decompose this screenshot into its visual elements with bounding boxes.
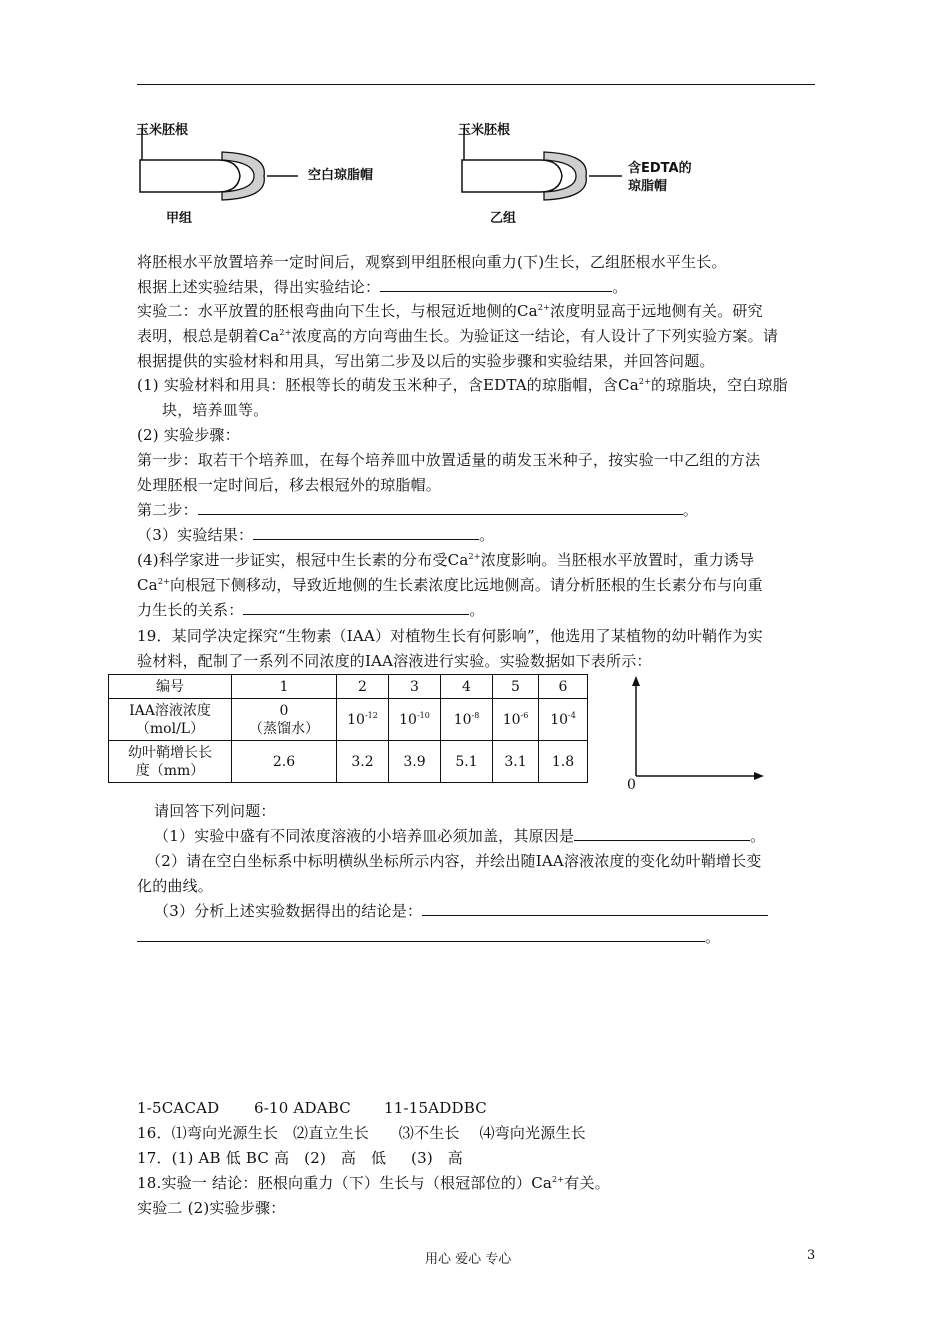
step-two-answer-blank[interactable] xyxy=(198,500,683,515)
cell-text: （蒸馏水） xyxy=(249,720,319,737)
answer-18-exp2: 实验二 (2)实验步骤： xyxy=(137,1199,286,1217)
yi-cap-label-line2: 琼脂帽 xyxy=(628,179,668,194)
question-1-line xyxy=(154,826,765,846)
materials-line-cont: 块，培养皿等。 xyxy=(162,401,269,419)
table-cell xyxy=(441,699,493,741)
question-3-line-cont xyxy=(137,927,720,947)
relation-answer-blank[interactable] xyxy=(243,600,469,615)
result-label: （3）实验结果： xyxy=(137,526,254,544)
superscript: -8 xyxy=(471,710,480,720)
answers-mc-2: 6-10 ADABC xyxy=(254,1099,351,1117)
conclusion-line xyxy=(137,277,627,297)
period: 。 xyxy=(750,827,766,845)
table-cell: 5 xyxy=(493,675,539,699)
table-cell: 3.1 xyxy=(493,741,539,783)
period: 。 xyxy=(612,278,628,296)
conclusion-prompt: 根据上述实验结果，得出实验结论： xyxy=(137,278,381,296)
question-1-text: （1）实验中盛有不同浓度溶液的小培养皿必须加盖，其原因是 xyxy=(154,827,575,845)
step-two-line xyxy=(137,500,698,520)
steps-heading: (2) 实验步骤： xyxy=(137,426,240,444)
question-3-text: （3）分析上述实验数据得出的结论是： xyxy=(154,902,423,920)
step-two-label: 第二步： xyxy=(137,501,198,519)
table-cell xyxy=(232,699,337,741)
text-segment: 向根冠下侧移动，导致近地侧的生长素浓度比远地侧高。请分析胚根的生长素分布与向重 xyxy=(170,576,763,594)
yi-group-label: 乙组 xyxy=(490,211,517,226)
table-header-cell: 编号 xyxy=(109,675,232,699)
footer-motto: 用心 爱心 专心 xyxy=(425,1252,512,1267)
table-cell: 3 xyxy=(389,675,441,699)
question-3-answer-blank[interactable] xyxy=(422,901,768,916)
header-rule xyxy=(137,84,815,85)
superscript: 2+ xyxy=(468,552,481,561)
jia-cap-label: 空白琼脂帽 xyxy=(308,168,374,183)
table-cell: 1.8 xyxy=(539,741,588,783)
relation-label: 力生长的关系： xyxy=(137,601,244,619)
text-segment: 18.实验一 结论：胚根向重力（下）生长与（根冠部位的）Ca xyxy=(137,1174,553,1192)
table-cell xyxy=(389,699,441,741)
table-cell: 4 xyxy=(441,675,493,699)
cell-text: （mol/L） xyxy=(135,720,205,737)
table-cell: 3.2 xyxy=(337,741,389,783)
text-segment: 浓度明显高于远地侧有关。研究 xyxy=(550,302,763,320)
table-cell xyxy=(493,699,539,741)
iaa-data-table xyxy=(108,674,588,783)
blank-coordinate-axes[interactable] xyxy=(622,672,772,784)
superscript: -4 xyxy=(568,710,576,720)
text-line-14 xyxy=(137,575,763,595)
period: 。 xyxy=(479,526,495,544)
table-row xyxy=(109,675,588,699)
question-19-line-1: 19．某同学决定探究“生物素（IAA）对植物生长有何影响”，他选用了某植物的幼叶鞘作为实 xyxy=(137,627,763,645)
text-segment: 实验二：水平放置的胚根弯曲向下生长，与根冠近地侧的Ca xyxy=(137,302,538,320)
jia-group-label: 甲组 xyxy=(166,211,193,226)
superscript: 2+ xyxy=(638,377,652,386)
text-segment: 的琼脂块，空白琼脂 xyxy=(651,376,788,394)
text-line-13 xyxy=(137,550,754,570)
questions-intro: 请回答下列问题： xyxy=(154,802,276,820)
text-line-3 xyxy=(137,301,763,321)
conclusion-answer-blank[interactable] xyxy=(380,277,612,292)
yi-cap-label-line1: 含EDTA的 xyxy=(628,161,692,176)
relation-line xyxy=(137,600,485,620)
cell-text: IAA溶液浓度 xyxy=(129,702,211,719)
period: 。 xyxy=(705,928,721,946)
table-cell: 3.9 xyxy=(389,741,441,783)
text-line-5: 根据提供的实验材料和用具，写出第二步及以后的实验步骤和实验结果，并回答问题。 xyxy=(137,352,715,370)
step-one-line-1: 第一步：取若干个培养皿，在每个培养皿中放置适量的萌发玉米种子，按实验一中乙组的方法 xyxy=(137,451,761,469)
superscript: 2+ xyxy=(552,1175,565,1184)
question-2-line-1: （2）请在空白坐标系中标明横纵坐标所示内容，并绘出随IAA溶液浓度的变化幼叶鞘增长变 xyxy=(146,852,762,870)
cell-text: 幼叶鞘增长长 xyxy=(128,744,212,761)
period: 。 xyxy=(682,501,699,519)
superscript: 2+ xyxy=(157,577,171,586)
cell-text: 10 xyxy=(550,711,569,728)
text-segment: Ca xyxy=(137,576,158,594)
text-line-1: 将胚根水平放置培养一定时间后，观察到甲组胚根向重力(下)生长，乙组胚根水平生长。 xyxy=(137,253,727,271)
period: 。 xyxy=(469,601,485,619)
table-header-cell xyxy=(109,741,232,783)
table-cell: 1 xyxy=(232,675,337,699)
page-number: 3 xyxy=(807,1248,816,1263)
yi-root-label: 玉米胚根 xyxy=(458,123,511,138)
cell-text: 度（mm） xyxy=(135,762,205,779)
question-1-answer-blank[interactable] xyxy=(574,826,750,841)
text-segment: 表明，根总是朝着Ca xyxy=(137,327,280,345)
text-segment: (4)科学家进一步证实，根冠中生长素的分布受Ca xyxy=(137,551,469,569)
question-2-line-2: 化的曲线。 xyxy=(137,877,214,895)
table-cell xyxy=(539,699,588,741)
text-segment: 有关。 xyxy=(564,1174,610,1192)
jia-root-label: 玉米胚根 xyxy=(136,123,189,138)
cell-text: 10 xyxy=(453,711,472,728)
table-cell: 5.1 xyxy=(441,741,493,783)
cell-text: 0 xyxy=(279,702,289,719)
text-line-4 xyxy=(137,326,778,346)
text-segment: 浓度高的方向弯曲生长。为验证这一结论，有人设计了下列实验方案。请 xyxy=(291,327,779,345)
result-answer-blank[interactable] xyxy=(253,525,479,540)
answer-16: 16．⑴弯向光源生长 ⑵直立生长 ⑶不生长 ⑷弯向光源生长 xyxy=(137,1124,586,1142)
table-cell: 2 xyxy=(337,675,389,699)
table-row xyxy=(109,699,588,741)
axis-origin-label: 0 xyxy=(627,777,637,793)
materials-line xyxy=(137,375,788,395)
table-header-cell xyxy=(109,699,232,741)
superscript: -12 xyxy=(364,710,378,720)
text-segment: (1) 实验材料和用具：胚根等长的萌发玉米种子，含EDTA的琼脂帽，含Ca xyxy=(137,376,639,394)
text-segment: 浓度影响。当胚根水平放置时，重力诱导 xyxy=(480,551,755,569)
cell-text: 10 xyxy=(399,711,417,728)
table-cell: 6 xyxy=(539,675,588,699)
cell-text: 10 xyxy=(347,711,365,728)
result-line xyxy=(137,525,494,545)
cell-text: 10 xyxy=(502,711,521,728)
table-cell xyxy=(337,699,389,741)
superscript: -10 xyxy=(416,710,430,720)
table-row xyxy=(109,741,588,783)
superscript: 2+ xyxy=(279,328,292,337)
question-3-answer-blank-cont[interactable] xyxy=(137,927,705,942)
superscript: -6 xyxy=(520,710,529,720)
superscript: 2+ xyxy=(537,303,551,312)
step-one-line-2: 处理胚根一定时间后，移去根冠外的琼脂帽。 xyxy=(137,476,442,494)
answer-17: 17．(1) AB 低 BC 高 (2) 高 低 (3) 高 xyxy=(137,1149,463,1167)
question-3-line xyxy=(154,901,768,921)
answers-mc-1: 1-5CACAD xyxy=(137,1099,220,1117)
answers-mc-3: 11-15ADDBC xyxy=(384,1099,487,1117)
answer-18 xyxy=(137,1173,610,1193)
question-19-line-2: 验材料，配制了一系列不同浓度的IAA溶液进行实验。实验数据如下表所示： xyxy=(137,652,652,670)
table-cell: 2.6 xyxy=(232,741,337,783)
